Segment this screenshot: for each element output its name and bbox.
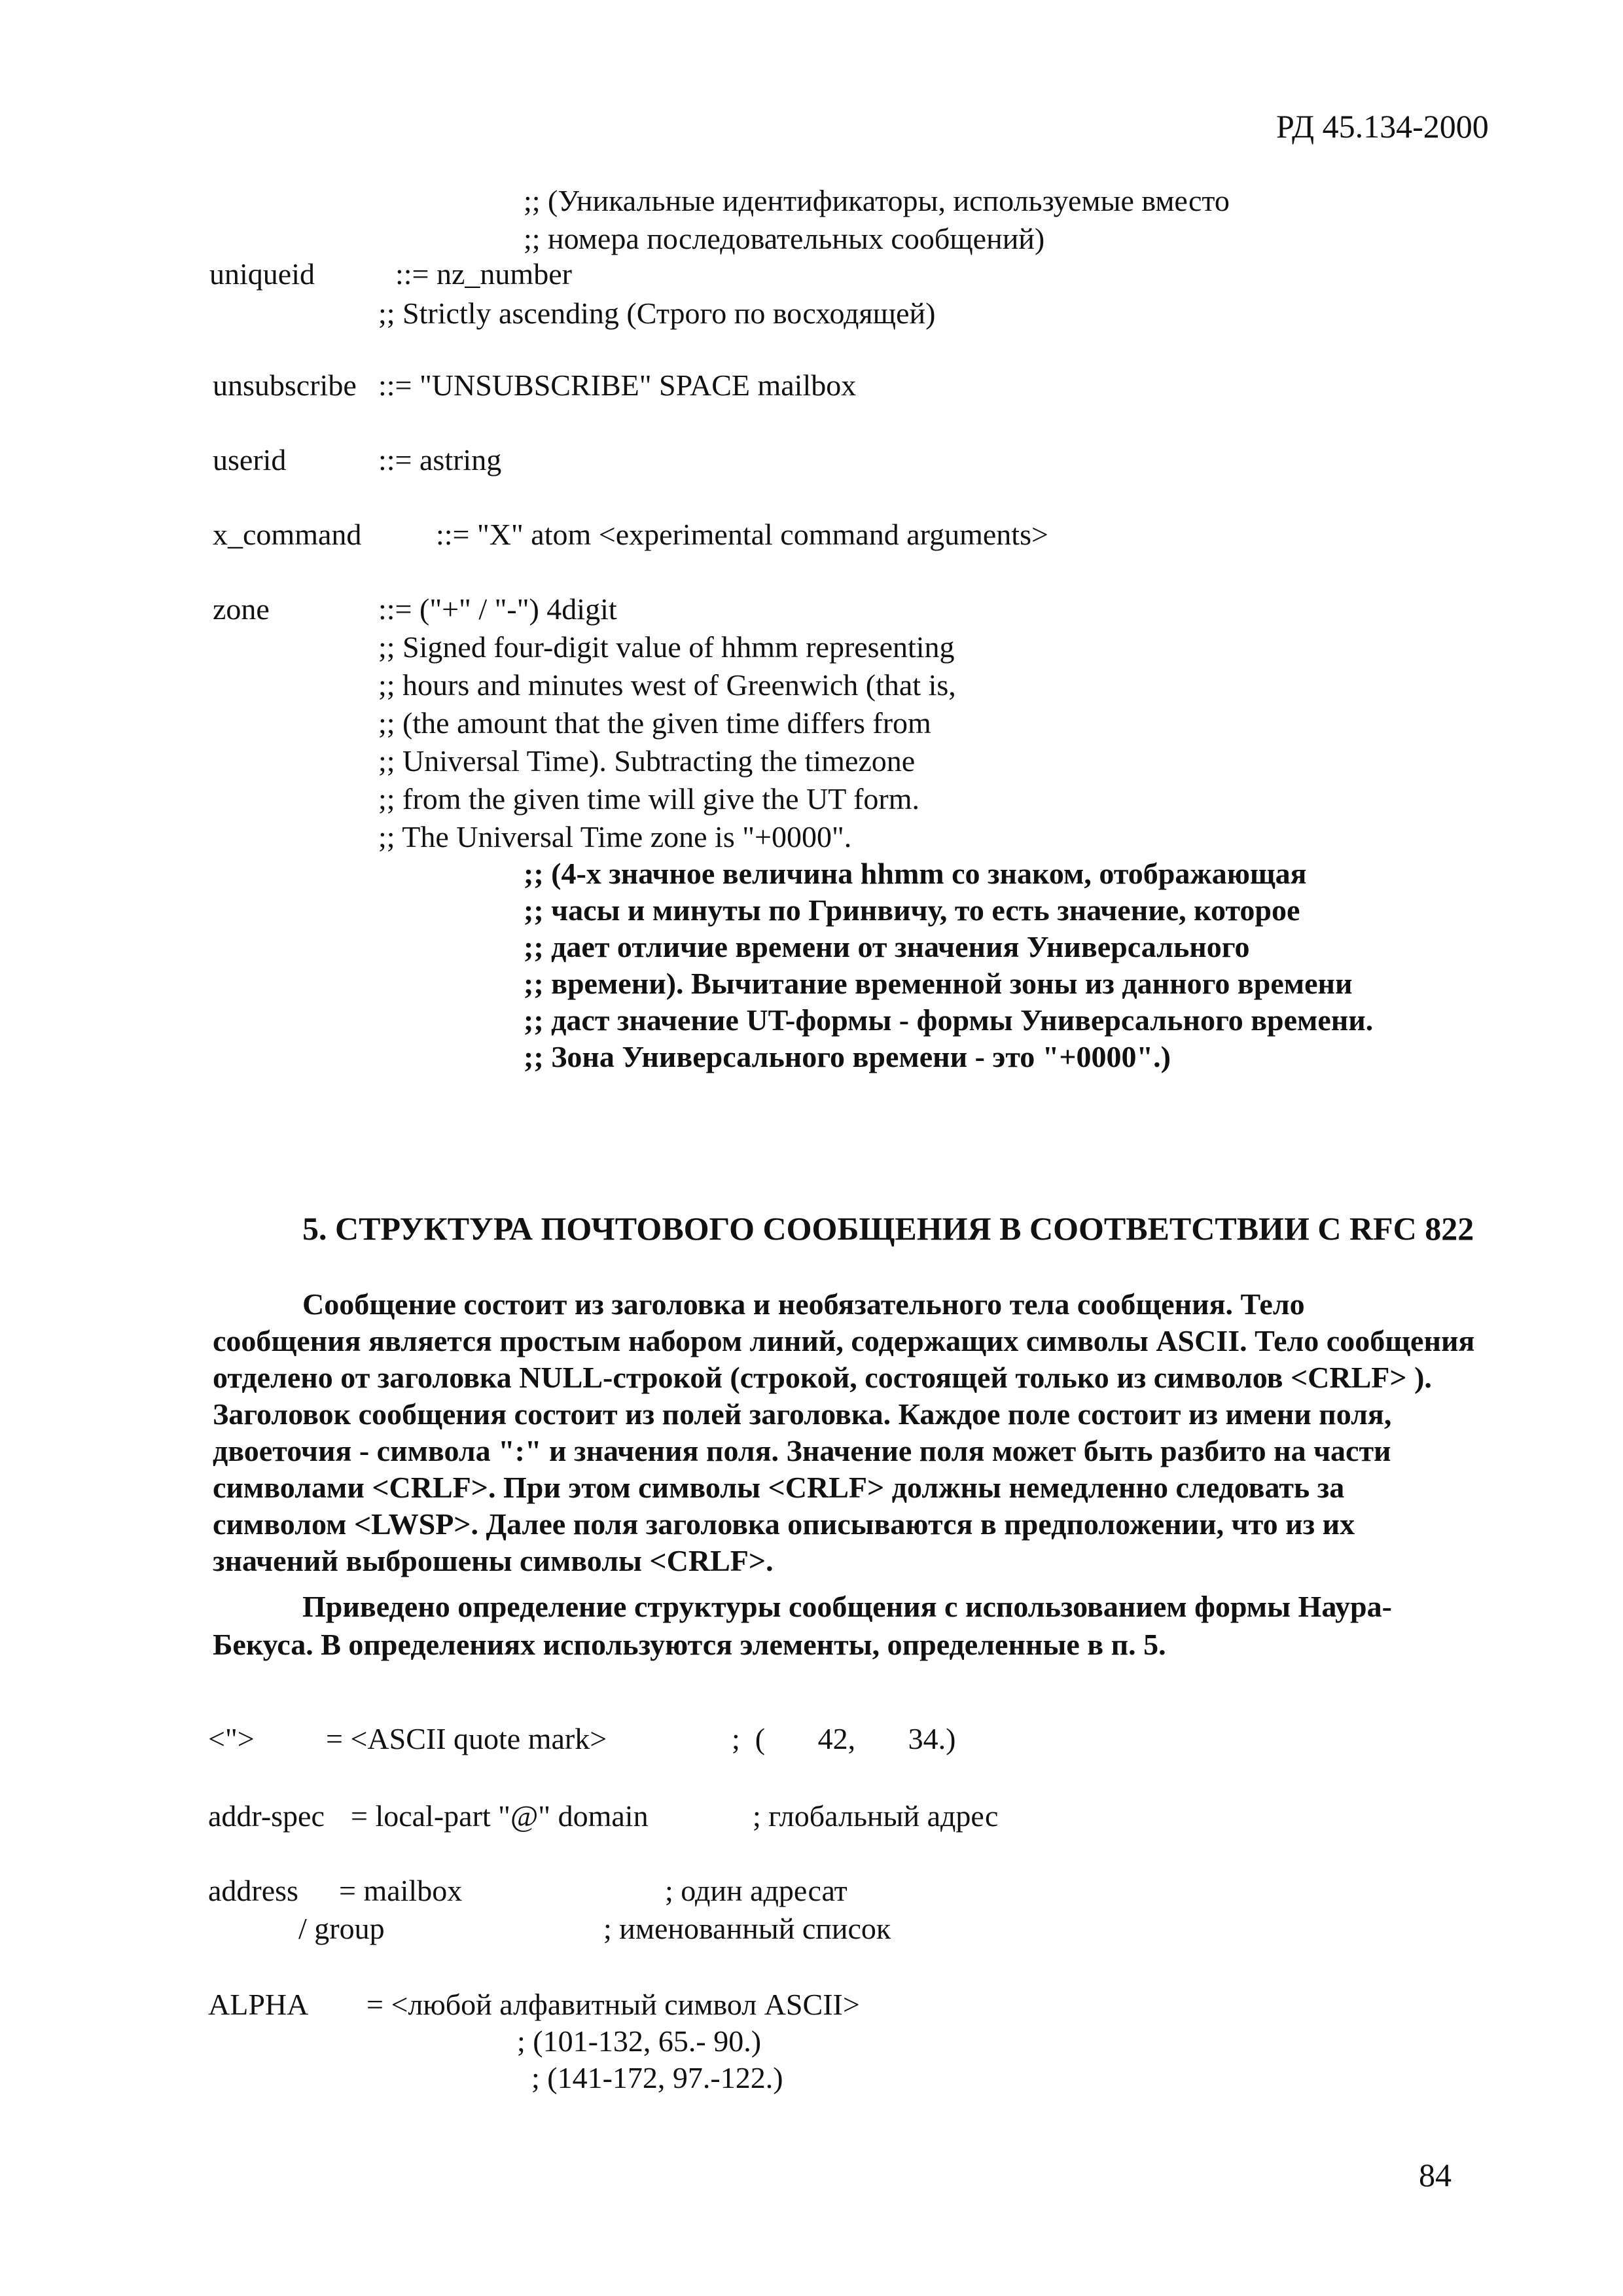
- address-comment: ; один адресат: [665, 1874, 847, 1907]
- uniqueid-comment-2: ;; номера последовательных сообщений): [524, 222, 1045, 255]
- paragraph-line: символами <CRLF>. При этом символы <CRLF> должны немедленно следовать за: [213, 1471, 1345, 1504]
- uniqueid-comment-3: ;; Strictly ascending (Строго по восходящей): [378, 296, 936, 330]
- zone-ru-line: ;; дает отличие времени от значения Универсального: [524, 930, 1250, 963]
- x-command-name: x_command: [213, 518, 362, 551]
- address-alt-comment: ; именованный список: [603, 1912, 891, 1945]
- zone-en-line: ;; hours and minutes west of Greenwich (that is,: [378, 668, 956, 702]
- addr-spec-name: addr-spec: [208, 1799, 325, 1833]
- zone-en-line: ;; Signed four-digit value of hhmm representing: [378, 630, 955, 664]
- paragraph-line: Заголовок сообщения состоит из полей заголовка. Каждое поле состоит из имени поля,: [213, 1397, 1392, 1431]
- alpha-comment: ; (141-172, 97.-122.): [531, 2061, 783, 2094]
- quote-def-name: <">: [208, 1722, 255, 1755]
- addr-spec-def: = local-part "@" domain: [351, 1799, 649, 1833]
- unsubscribe-name: unsubscribe: [213, 368, 357, 402]
- alpha-comment: ; (101-132, 65.- 90.): [517, 2024, 762, 2058]
- uniqueid-def: ::= nz_number: [395, 257, 572, 291]
- paragraph-line: Сообщение состоит из заголовка и необязательного тела сообщения. Тело: [302, 1287, 1305, 1321]
- userid-name: userid: [213, 443, 287, 476]
- address-def: = mailbox: [339, 1874, 463, 1907]
- paragraph-line: символом <LWSP>. Далее поля заголовка описываются в предположении, что из их: [213, 1507, 1355, 1541]
- paragraph-line: значений выброшены символы <CRLF>.: [213, 1544, 774, 1577]
- address-name: address: [208, 1874, 298, 1907]
- uniqueid-comment-1: ;; (Уникальные идентификаторы, используемые вместо: [524, 184, 1230, 217]
- x-command-def: ::= "X" atom <experimental command arguments>: [436, 518, 1048, 551]
- zone-en-line: ;; (the amount that the given time differs from: [378, 706, 931, 740]
- quote-def-comment: ; ( 42, 34.): [732, 1722, 956, 1755]
- page-number: 84: [1419, 2157, 1452, 2193]
- alpha-def: = <любой алфавитный символ ASCII>: [366, 1988, 860, 2021]
- zone-en-line: ;; Universal Time). Subtracting the timezone: [378, 744, 916, 778]
- section-heading: 5. СТРУКТУРА ПОЧТОВОГО СООБЩЕНИЯ В СООТВЕТСТВИИ С RFC 822: [302, 1210, 1474, 1247]
- zone-ru-line: ;; Зона Универсального времени - это "+0000".): [524, 1040, 1171, 1073]
- paragraph-line: Приведено определение структуры сообщения с использованием формы Наура-: [302, 1590, 1392, 1623]
- address-alt: / group: [298, 1912, 385, 1945]
- zone-name: zone: [213, 592, 270, 626]
- userid-def: ::= astring: [378, 443, 502, 476]
- unsubscribe-def: ::= "UNSUBSCRIBE" SPACE mailbox: [378, 368, 857, 402]
- alpha-name: ALPHA: [208, 1988, 309, 2021]
- zone-en-line: ;; from the given time will give the UT form.: [378, 782, 919, 816]
- zone-ru-line: ;; часы и минуты по Гринвичу, то есть значение, которое: [524, 893, 1300, 927]
- uniqueid-name: uniqueid: [209, 257, 315, 291]
- paragraph-line: Бекуса. В определениях используются элементы, определенные в п. 5.: [213, 1628, 1166, 1661]
- zone-ru-line: ;; даст значение UT-формы - формы Универсального времени.: [524, 1003, 1374, 1037]
- zone-def: ::= ("+" / "-") 4digit: [378, 592, 617, 626]
- zone-en-line: ;; The Universal Time zone is "+0000".: [378, 820, 852, 853]
- paragraph-line: отделено от заголовка NULL-строкой (строкой, состоящей только из символов <CRLF> ).: [213, 1361, 1432, 1394]
- zone-ru-line: ;; времени). Вычитание временной зоны из данного времени: [524, 967, 1353, 1000]
- paragraph-line: двоеточия - символа ":" и значения поля. Значение поля может быть разбито на части: [213, 1434, 1391, 1467]
- addr-spec-comment: ; глобальный адрес: [753, 1799, 999, 1833]
- paragraph-line: сообщения является простым набором линий, содержащих символы ASCII. Тело сообщения: [213, 1324, 1475, 1357]
- doc-code: РД 45.134-2000: [1276, 108, 1489, 145]
- quote-def-body: = <ASCII quote mark>: [326, 1722, 607, 1755]
- zone-ru-line: ;; (4-х значное величина hhmm со знаком, отображающая: [524, 857, 1307, 890]
